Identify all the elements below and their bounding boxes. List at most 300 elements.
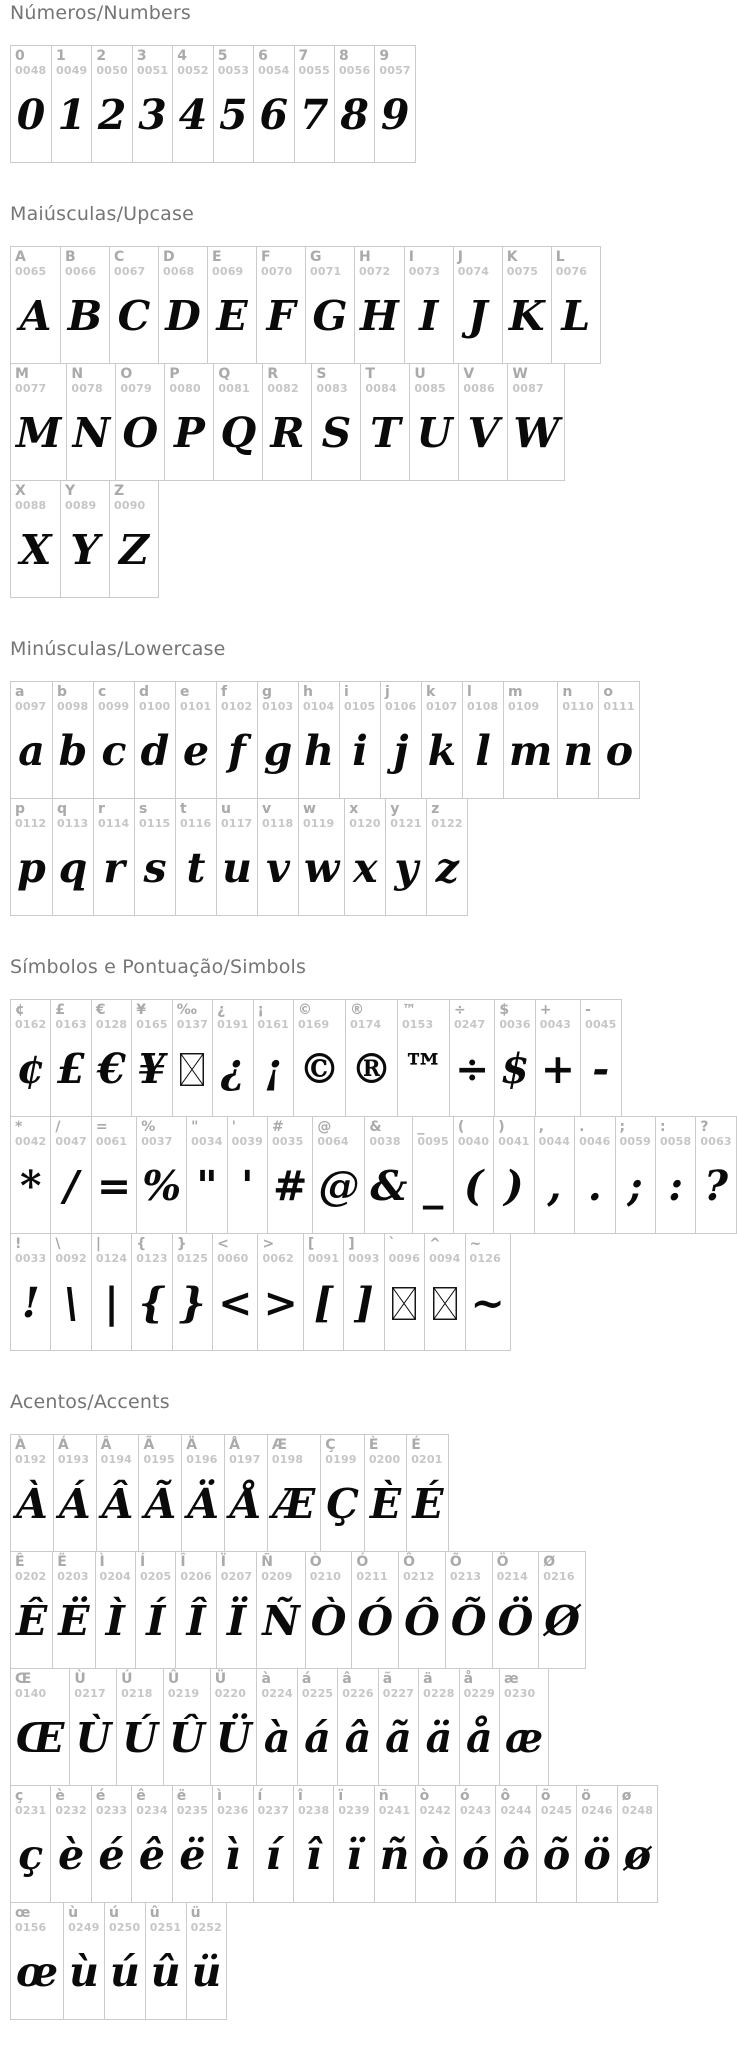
- cell-char-label: 1: [56, 48, 66, 64]
- cell-char-label: 9: [379, 48, 390, 64]
- cell-unicode: 0102: [221, 700, 253, 713]
- cell-char-label: ñ: [378, 1788, 389, 1804]
- cell-char-label: ¢: [15, 1002, 25, 1018]
- cell-glyph: {: [138, 1279, 166, 1327]
- cell-unicode: 0096: [388, 1252, 421, 1265]
- char-cell: [256, 1669, 296, 1785]
- cell-unicode: 0090: [114, 499, 146, 512]
- cell-unicode: 0125: [176, 1252, 209, 1265]
- cell-glyph: q: [58, 844, 88, 892]
- char-cell: [397, 1000, 449, 1116]
- char-cell: [69, 1669, 116, 1785]
- cell-unicode: 0105: [344, 700, 376, 713]
- cell-glyph: ,: [547, 1162, 562, 1210]
- cell-unicode: 0078: [71, 382, 103, 395]
- cell-char-label: ': [231, 1119, 236, 1135]
- cell-char-label: œ: [15, 1905, 31, 1921]
- cell-glyph: â: [344, 1714, 372, 1762]
- cell-unicode: 0163: [55, 1018, 87, 1031]
- cell-glyph: ©: [298, 1045, 340, 1093]
- charmap-row: [10, 45, 416, 163]
- char-cell: [50, 1234, 90, 1350]
- char-cell: [175, 799, 216, 915]
- cell-glyph: ¡: [264, 1045, 283, 1093]
- char-cell: [343, 1234, 383, 1350]
- charmap-row: [10, 246, 601, 364]
- cell-char-label: í: [257, 1788, 263, 1804]
- cell-char-label: Ê: [15, 1554, 25, 1570]
- cell-char-label: I: [408, 249, 414, 265]
- cell-char-label: ¥: [136, 1002, 147, 1018]
- cell-unicode: 0048: [15, 64, 47, 77]
- cell-char-label: ]: [348, 1236, 355, 1252]
- cell-char-label: Æ: [271, 1437, 288, 1453]
- cell-glyph: å: [465, 1714, 493, 1762]
- cell-char-label: :: [659, 1119, 666, 1135]
- char-cell: [216, 799, 257, 915]
- char-cell: [135, 1552, 175, 1668]
- char-cell: [404, 247, 453, 363]
- char-cell: [462, 682, 503, 798]
- cell-glyph: ü: [191, 1948, 222, 1996]
- cell-glyph: 7: [299, 91, 329, 139]
- char-cell: [453, 247, 502, 363]
- char-cell: [11, 1552, 52, 1668]
- char-cell: [253, 1000, 293, 1116]
- cell-char-label: d: [139, 684, 150, 700]
- cell-glyph: !: [21, 1279, 40, 1327]
- cell-char-label: 4: [177, 48, 188, 64]
- cell-glyph: Ú: [122, 1714, 158, 1762]
- cell-char-label: 8: [338, 48, 349, 64]
- cell-char-label: x: [349, 801, 359, 817]
- cell-char-label: 2: [96, 48, 107, 64]
- cell-glyph: õ: [542, 1831, 571, 1879]
- cell-unicode: 0059: [619, 1135, 651, 1148]
- cell-glyph: Ø: [544, 1597, 581, 1645]
- cell-char-label: m: [508, 684, 523, 700]
- char-cell: [418, 1669, 458, 1785]
- cell-char-label: Ä: [186, 1437, 198, 1453]
- char-cell: [378, 1669, 418, 1785]
- cell-glyph: |: [104, 1279, 120, 1327]
- cell-glyph: F: [266, 292, 296, 340]
- char-cell: [104, 1903, 145, 2019]
- char-cell: [60, 247, 109, 363]
- char-cell: [91, 1786, 131, 1902]
- cell-char-label: \: [55, 1236, 61, 1252]
- cell-glyph: Ï: [226, 1597, 247, 1645]
- cell-glyph: +: [540, 1045, 576, 1093]
- cell-unicode: 0099: [98, 700, 130, 713]
- char-cell: [134, 682, 175, 798]
- cell-char-label: Ñ: [261, 1554, 273, 1570]
- cell-unicode: 0140: [15, 1687, 47, 1700]
- cell-char-label: i: [344, 684, 349, 700]
- cell-unicode: 0038: [369, 1135, 401, 1148]
- cell-char-label: `: [388, 1236, 396, 1252]
- cell-glyph: Ù: [75, 1714, 112, 1762]
- char-cell: [364, 1117, 412, 1233]
- char-cell: [116, 1669, 163, 1785]
- char-cell: [210, 1669, 257, 1785]
- cell-unicode: 0065: [15, 265, 47, 278]
- cell-unicode: 0198: [271, 1453, 304, 1466]
- cell-char-label: Œ: [15, 1671, 32, 1687]
- cell-glyph: $: [500, 1045, 530, 1093]
- cell-unicode: 0063: [700, 1135, 732, 1148]
- cell-glyph: R: [270, 409, 305, 457]
- cell-glyph: É: [412, 1480, 444, 1528]
- char-cell: [380, 682, 421, 798]
- cell-unicode: 0124: [95, 1252, 128, 1265]
- cell-glyph: x: [353, 844, 378, 892]
- char-cell: [63, 1903, 104, 2019]
- cell-char-label: ë: [176, 1788, 187, 1804]
- cell-unicode: 0216: [543, 1570, 575, 1583]
- cell-glyph: b: [58, 727, 88, 775]
- char-cell: [131, 1234, 171, 1350]
- cell-char-label: r: [98, 801, 105, 817]
- cell-unicode: 0055: [298, 64, 330, 77]
- charmap-row: [10, 1551, 586, 1669]
- cell-char-label: ü: [190, 1905, 201, 1921]
- char-cell: [339, 682, 380, 798]
- char-cell: [695, 1117, 735, 1233]
- cell-unicode: 0126: [469, 1252, 501, 1265]
- cell-char-label: Â: [100, 1437, 112, 1453]
- cell-char-label: ò: [419, 1788, 430, 1804]
- char-cell: [257, 1234, 302, 1350]
- charmap-row: [10, 1116, 737, 1234]
- cell-unicode: 0128: [95, 1018, 128, 1031]
- char-cell: [52, 1552, 94, 1668]
- cell-glyph: ï: [346, 1831, 362, 1879]
- cell-char-label: }: [176, 1236, 187, 1252]
- cell-unicode: 0114: [98, 817, 130, 830]
- cell-glyph: ¥: [137, 1045, 167, 1093]
- cell-char-label: á: [301, 1671, 312, 1687]
- char-cell: [412, 1117, 452, 1233]
- section-heading-numbers: Números/Numbers: [10, 2, 191, 24]
- cell-glyph: m: [509, 727, 553, 775]
- cell-unicode: 0169: [297, 1018, 330, 1031]
- char-cell: [256, 247, 305, 363]
- cell-unicode: 0081: [218, 382, 250, 395]
- cell-char-label: ,: [538, 1119, 544, 1135]
- char-cell: [213, 364, 262, 480]
- char-cell: [91, 46, 131, 162]
- cell-char-label: !: [15, 1236, 22, 1252]
- cell-char-label: Ü: [214, 1671, 227, 1687]
- cell-char-label: Ç: [325, 1437, 336, 1453]
- cell-unicode: 0091: [307, 1252, 340, 1265]
- cell-unicode: 0072: [359, 265, 391, 278]
- char-cell: [499, 1669, 548, 1785]
- cell-unicode: 0041: [498, 1135, 530, 1148]
- cell-glyph: æ: [504, 1714, 544, 1762]
- cell-glyph: é: [98, 1831, 125, 1879]
- cell-char-label: l: [467, 684, 472, 700]
- cell-char-label: t: [180, 801, 187, 817]
- cell-char-label: y: [390, 801, 400, 817]
- char-cell: [267, 1435, 320, 1551]
- cell-glyph: ): [504, 1162, 524, 1210]
- cell-char-label: à: [261, 1671, 271, 1687]
- cell-unicode: 0224: [261, 1687, 293, 1700]
- char-cell: [11, 481, 60, 597]
- cell-unicode: 0061: [95, 1135, 128, 1148]
- cell-char-label: f: [221, 684, 228, 700]
- cell-unicode: 0247: [453, 1018, 486, 1031]
- charmap-row: [10, 798, 468, 916]
- cell-glyph: Ö: [497, 1597, 534, 1645]
- cell-char-label: ã: [382, 1671, 393, 1687]
- cell-glyph: v: [266, 844, 290, 892]
- cell-glyph: D: [165, 292, 201, 340]
- cell-glyph: -: [592, 1045, 610, 1093]
- cell-unicode: 0229: [463, 1687, 495, 1700]
- cell-unicode: 0248: [621, 1804, 654, 1817]
- cell-char-label: ô: [500, 1788, 511, 1804]
- cell-glyph: E: [216, 292, 248, 340]
- cell-char-label: ï: [338, 1788, 344, 1804]
- charmap-row: [10, 363, 565, 481]
- cell-unicode: 0087: [512, 382, 544, 395]
- cell-unicode: 0210: [309, 1570, 342, 1583]
- cell-glyph: /: [63, 1162, 79, 1210]
- cell-char-label: ø: [621, 1788, 632, 1804]
- cell-glyph: ?: [704, 1162, 729, 1210]
- cell-unicode: 0079: [120, 382, 152, 395]
- cell-char-label: -: [585, 1002, 591, 1018]
- cell-glyph: 1: [57, 91, 86, 139]
- char-cell: [11, 247, 60, 363]
- cell-unicode: 0113: [57, 817, 89, 830]
- char-cell: [91, 1000, 131, 1116]
- cell-glyph: c: [101, 727, 127, 775]
- cell-unicode: 0236: [217, 1804, 249, 1817]
- cell-char-label: _: [417, 1119, 425, 1135]
- char-cell: [172, 1000, 212, 1116]
- cell-unicode: 0118: [262, 817, 294, 830]
- char-cell: [136, 1117, 186, 1233]
- charmap-row: [10, 1668, 549, 1786]
- cell-unicode: 0042: [15, 1135, 47, 1148]
- cell-char-label: X: [15, 483, 26, 499]
- cell-unicode: 0226: [342, 1687, 374, 1700]
- cell-glyph: Û: [168, 1714, 205, 1762]
- cell-glyph: C: [117, 292, 151, 340]
- cell-glyph: È: [369, 1480, 402, 1528]
- cell-char-label: 5: [217, 48, 228, 64]
- cell-glyph: Q: [220, 409, 257, 457]
- cell-glyph: M: [16, 409, 62, 457]
- char-cell: [364, 1435, 406, 1551]
- char-cell: [181, 1435, 224, 1551]
- char-cell: [253, 46, 293, 162]
- cell-char-label: V: [463, 366, 475, 382]
- cell-char-label: F: [261, 249, 271, 265]
- cell-char-label: Ï: [220, 1554, 227, 1570]
- cell-char-label: w: [303, 801, 316, 817]
- char-cell: [212, 1234, 257, 1350]
- cell-unicode: 0196: [186, 1453, 218, 1466]
- char-cell: [172, 46, 212, 162]
- cell-glyph: k: [427, 727, 457, 775]
- section-accents: [10, 1391, 654, 2020]
- cell-glyph: P: [173, 409, 205, 457]
- cell-unicode: 0246: [581, 1804, 613, 1817]
- cell-unicode: 0214: [496, 1570, 528, 1583]
- char-cell: [557, 682, 598, 798]
- cell-char-label: K: [506, 249, 518, 265]
- charmap-row: [10, 480, 159, 598]
- cell-glyph: h: [304, 727, 334, 775]
- cell-char-label: ™: [401, 1002, 416, 1018]
- char-cell: [93, 799, 134, 915]
- cell-glyph: ™: [402, 1045, 444, 1093]
- cell-unicode: 0121: [390, 817, 422, 830]
- cell-glyph: [: [313, 1279, 334, 1327]
- char-cell: [502, 247, 551, 363]
- cell-unicode: 0092: [55, 1252, 87, 1265]
- cell-glyph: z: [435, 844, 459, 892]
- cell-char-label: ): [498, 1119, 505, 1135]
- cell-char-label: a: [15, 684, 25, 700]
- char-cell: [164, 364, 213, 480]
- char-cell: [344, 799, 385, 915]
- section-heading-accents: Acentos/Accents: [10, 1391, 170, 1413]
- section-heading-lowercase: Minúsculas/Lowercase: [10, 638, 226, 660]
- cell-char-label: Á: [57, 1437, 69, 1453]
- cell-unicode: 0204: [99, 1570, 131, 1583]
- char-cell: [617, 1786, 657, 1902]
- cell-char-label: 7: [298, 48, 309, 64]
- cell-glyph: á: [304, 1714, 331, 1762]
- char-cell: [449, 1000, 494, 1116]
- cell-char-label: =: [95, 1119, 108, 1135]
- cell-unicode: 0071: [310, 265, 342, 278]
- cell-char-label: Ò: [309, 1554, 322, 1570]
- cell-unicode: 0217: [74, 1687, 106, 1700]
- char-cell: [50, 1786, 90, 1902]
- cell-glyph: s: [143, 844, 167, 892]
- cell-unicode: 0161: [257, 1018, 289, 1031]
- cell-unicode: 0106: [385, 700, 417, 713]
- section-numbers: [10, 2, 651, 163]
- cell-char-label: û: [149, 1905, 160, 1921]
- cell-char-label: Ì: [99, 1554, 105, 1570]
- cell-char-label: 6: [258, 48, 268, 64]
- cell-glyph: }: [179, 1279, 206, 1327]
- cell-unicode: 0108: [467, 700, 499, 713]
- cell-char-label: #: [272, 1119, 284, 1135]
- cell-unicode: 0046: [579, 1135, 611, 1148]
- cell-char-label: g: [262, 684, 273, 700]
- cell-unicode: 0165: [136, 1018, 168, 1031]
- cell-unicode: 0085: [414, 382, 446, 395]
- cell-glyph: Ç: [326, 1480, 359, 1528]
- cell-unicode: 0067: [114, 265, 146, 278]
- cell-unicode: 0213: [449, 1570, 482, 1583]
- cell-char-label: â: [342, 1671, 352, 1687]
- char-cell: [453, 1117, 493, 1233]
- cell-glyph: ò: [421, 1831, 449, 1879]
- char-cell: [109, 247, 158, 363]
- cell-unicode: 0111: [603, 700, 635, 713]
- char-cell: [50, 1000, 90, 1116]
- cell-unicode: 0036: [499, 1018, 531, 1031]
- cell-unicode: 0037: [141, 1135, 173, 1148]
- cell-char-label: z: [431, 801, 440, 817]
- cell-char-label: æ: [503, 1671, 519, 1687]
- cell-char-label: P: [169, 366, 180, 382]
- section-heading-upcase: Maiúsculas/Upcase: [10, 203, 195, 225]
- char-cell: [374, 46, 414, 162]
- cell-char-label: [: [307, 1236, 315, 1252]
- cell-unicode: 0194: [100, 1453, 133, 1466]
- cell-unicode: 0243: [460, 1804, 492, 1817]
- cell-char-label: p: [15, 801, 26, 817]
- char-cell: [257, 799, 298, 915]
- cell-glyph: n: [563, 727, 594, 775]
- cell-glyph: Î: [186, 1597, 206, 1645]
- cell-char-label: .: [579, 1119, 585, 1135]
- char-cell: [426, 799, 467, 915]
- cell-char-label: J: [457, 249, 463, 265]
- cell-unicode: 0117: [221, 817, 253, 830]
- cell-unicode: 0207: [220, 1570, 253, 1583]
- cell-glyph: p: [17, 844, 46, 892]
- char-cell: [216, 1552, 256, 1668]
- cell-char-label: ?: [700, 1119, 709, 1135]
- char-cell: [93, 682, 134, 798]
- cell-unicode: 0116: [180, 817, 212, 830]
- cell-glyph: Ü: [215, 1714, 252, 1762]
- cell-char-label: W: [512, 366, 528, 382]
- cell-glyph: ': [241, 1162, 254, 1210]
- char-cell: [493, 1117, 533, 1233]
- cell-char-label: Ö: [496, 1554, 509, 1570]
- cell-unicode: 0053: [217, 64, 250, 77]
- char-cell: [345, 1000, 397, 1116]
- charmap-row: [10, 999, 622, 1117]
- char-cell: [507, 364, 564, 480]
- charmap-row: [10, 681, 640, 799]
- cell-unicode: 0103: [262, 700, 294, 713]
- charmap-row: [10, 1902, 227, 2020]
- cell-char-label: M: [15, 366, 29, 382]
- cell-unicode: 0191: [217, 1018, 249, 1031]
- cell-glyph: <: [218, 1279, 253, 1327]
- cell-glyph: Œ: [16, 1714, 65, 1762]
- char-cell: [216, 682, 257, 798]
- cell-unicode: 0074: [457, 265, 490, 278]
- cell-glyph: Í: [146, 1597, 166, 1645]
- missing-glyph-box: [180, 1053, 204, 1086]
- cell-char-label: õ: [540, 1788, 551, 1804]
- cell-char-label: s: [139, 801, 148, 817]
- cell-unicode: 0203: [57, 1570, 89, 1583]
- char-cell: [134, 799, 175, 915]
- char-cell: [574, 1117, 614, 1233]
- cell-unicode: 0109: [508, 700, 540, 713]
- char-cell: [333, 1786, 373, 1902]
- char-cell: [576, 1786, 616, 1902]
- cell-glyph: Ã: [144, 1480, 177, 1528]
- cell-glyph: I: [419, 292, 439, 340]
